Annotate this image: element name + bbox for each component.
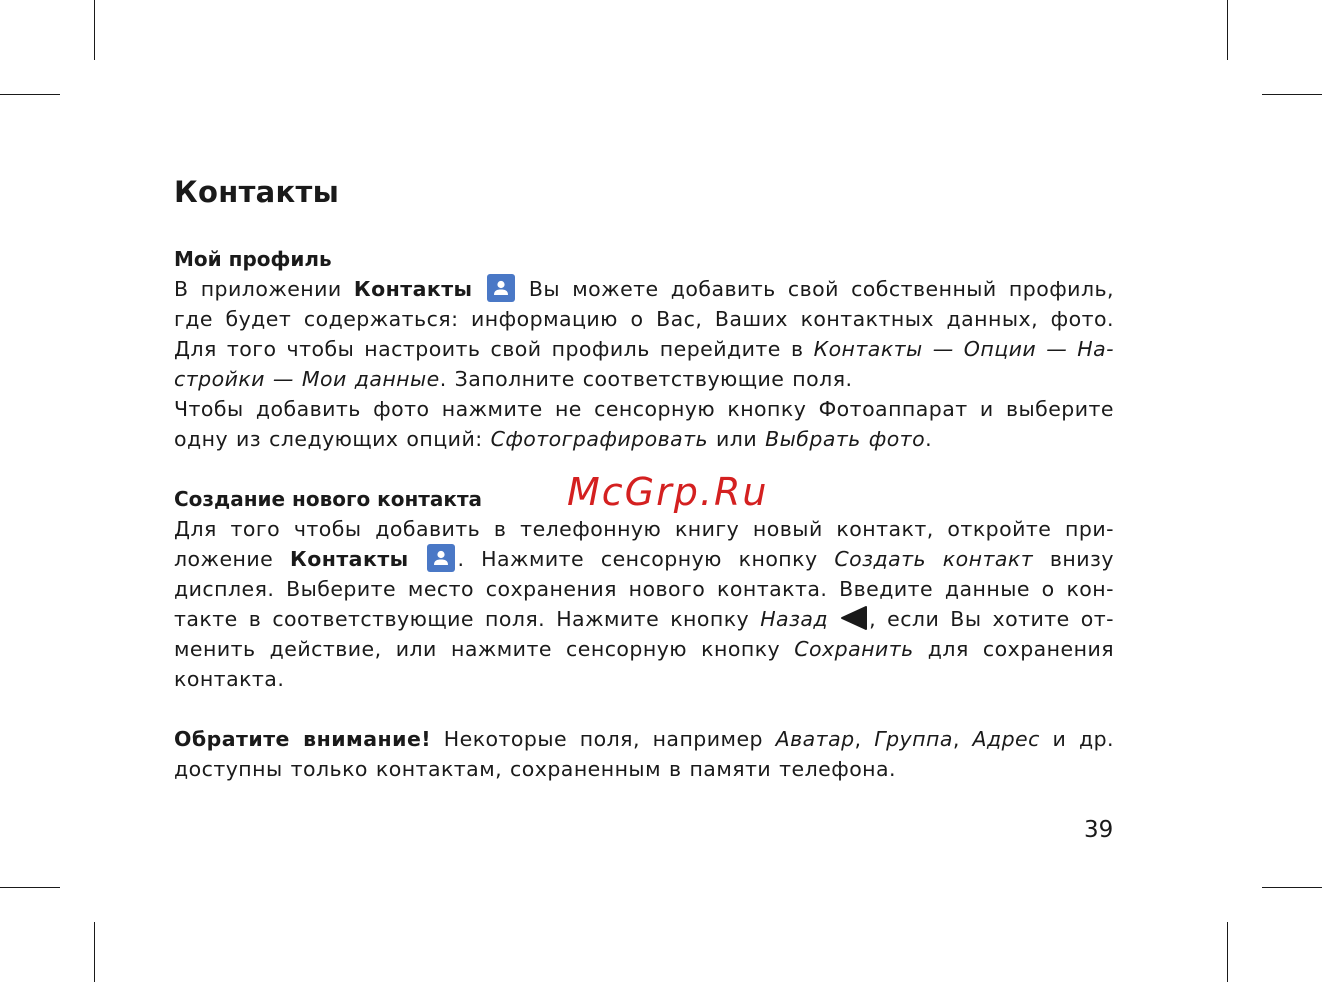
contacts-app-icon xyxy=(487,274,515,302)
crop-mark-left-bottom xyxy=(0,887,60,888)
page-title: Контакты xyxy=(174,175,340,209)
watermark: McGrp.Ru xyxy=(567,470,769,514)
note-paragraph: Обратите внимание! Некоторые поля, например Аватар, Группа, Адрес и др. доступны только контактам, сохраненным в памяти телефона. xyxy=(174,727,1115,781)
contacts-app-icon xyxy=(427,544,455,572)
my-profile-paragraph: В приложении Контакты Вы можете добавить свой собственный профиль, где будет содержаться: информацию о Вас, Ваших контактных данных, фото. Для того чтобы настроить свой профиль перейдите в Контакты — Опции — На-стройки — Мои данные. Заполните соответствующие поля. xyxy=(174,274,1114,394)
crop-mark-right-top xyxy=(1262,94,1322,95)
add-photo-paragraph: Чтобы добавить фото нажмите не сенсорную кнопку Фотоаппарат и выберите одну из следующих опций: Сфотографировать или Выбрать фото. xyxy=(174,397,1114,451)
crop-mark-right-bottom xyxy=(1262,887,1322,888)
section-heading-new-contact: Создание нового контакта xyxy=(174,487,483,511)
page-number: 39 xyxy=(1084,817,1114,843)
back-triangle-icon xyxy=(839,604,869,632)
note-lead: Обратите внимание! xyxy=(174,727,432,751)
crop-mark-bottom-right xyxy=(1227,922,1228,982)
contacts-app-name: Контакты xyxy=(353,277,473,301)
crop-mark-top-left xyxy=(94,0,95,60)
contacts-app-name-2: Контакты xyxy=(290,547,409,571)
crop-mark-left-top xyxy=(0,94,60,95)
crop-mark-bottom-left xyxy=(94,922,95,982)
new-contact-paragraph: Для того чтобы добавить в телефонную книгу новый контакт, откройте при-ложение Контакты . Нажмите сенсорную кнопку Создать контакт внизу дисплея. Выберите место сохранения нового контакта. Введите данные о кон-такте в соответствующие поля. Нажмите кнопку Назад , если Вы хотите от-менить действие, или нажмите сенсорную кнопку Сохранить для сохранения контакта. xyxy=(174,517,1114,691)
crop-mark-top-right xyxy=(1227,0,1228,60)
section-heading-my-profile: Мой профиль xyxy=(174,247,332,271)
